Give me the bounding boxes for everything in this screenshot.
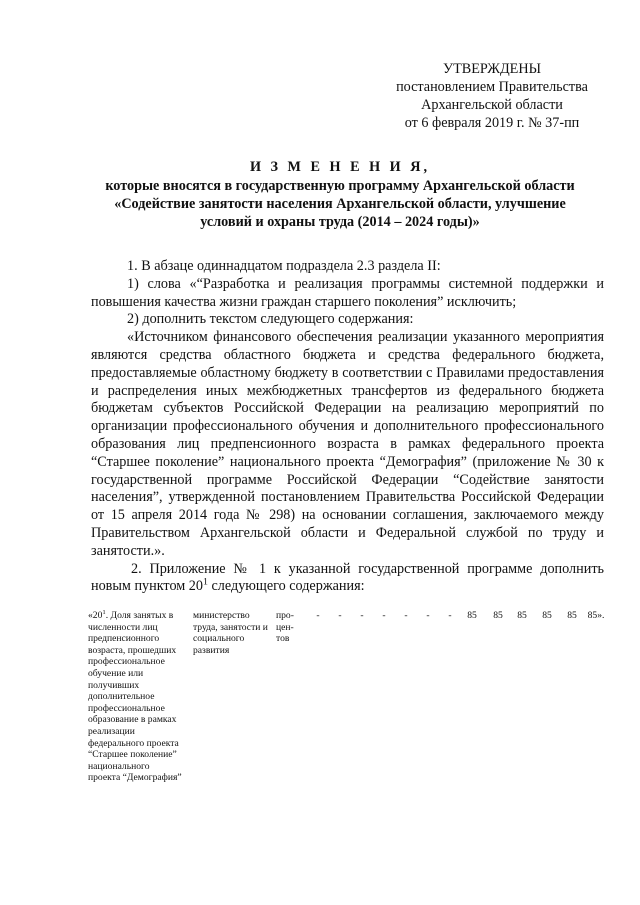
paragraph-5: [91, 561, 604, 597]
value-cell: 85».: [587, 610, 605, 621]
unit-cell: про-цен-тов: [276, 610, 294, 645]
indicator-text: . Доля занятых в численности лиц предпенсионного возраста, прошедших профессиональное обучение или получивших дополнительное профессиональное образование в рамках реализации федерального проекта “Старшее поколение” национального проекта “Демография”: [88, 610, 182, 784]
title-heading: И З М Е Н Е Н И Я,: [249, 159, 431, 175]
responsible-cell: министерство труда, занятости и социального развития: [193, 610, 268, 656]
value-cell: -: [404, 610, 408, 621]
paragraph-3: 2) дополнить текстом следующего содержания:: [127, 311, 414, 328]
approval-line-resolution: постановлением Правительства: [396, 79, 588, 95]
approval-block: [380, 60, 604, 132]
value-cell: 85: [517, 610, 527, 621]
row-number-superscript: 1: [102, 608, 106, 616]
approval-title: УТВЕРЖДЕНЫ: [443, 61, 541, 77]
value-cell: 85: [467, 610, 477, 621]
value-cell: 85: [567, 610, 577, 621]
value-cell: 85: [493, 610, 503, 621]
paragraph-5-tail: следующего содержания:: [207, 578, 365, 595]
document-body: [91, 258, 604, 596]
row-number: «20: [88, 610, 103, 621]
approval-line-date: от 6 февраля 2019 г. № 37-пп: [404, 115, 580, 131]
paragraph-4: «Источником финансового обеспечения реализации указанного мероприятия являются средства областного бюджета и средства федерального бюджета, предоставляемые областному бюджету в соответствии с Правилами предоставления и распределения иных межбюджетных трансфертов из федерального бюджета бюджетам субъектов Российской Федерации на реализацию мероприятий по организации профессионального обучения и дополнительного профессионального образования лиц предпенсионного возраста в рамках федерального проекта “Старшее поколение” национального проекта “Демография” (приложение № 30 к государственной программе Российской Федерации “Содействие занятости населения”, утвержденной постановлением Правительства Российской Федерации от 15 апреля 2014 года № 298) на основании соглашения, заключаемого между Правительством Архангельской области и Федеральной службой по труду и занятости.».: [91, 329, 604, 559]
paragraph-2: 1) слова «“Разработка и реализация программы системной поддержки и повышения качества жизни граждан старшего поколения” исключить;: [91, 275, 604, 310]
value-cell: 85: [542, 610, 552, 621]
value-cell: -: [382, 610, 386, 621]
title-line-1: которые вносятся в государственную программу Архангельской области: [105, 178, 575, 194]
indicator-cell: [88, 610, 184, 784]
paragraph-5-superscript: 1: [202, 576, 208, 588]
approval-line-region: Архангельской области: [421, 97, 563, 113]
title-line-3: условий и охраны труда (2014 – 2024 годы)»: [200, 214, 480, 230]
value-cell: -: [448, 610, 452, 621]
value-cell: -: [338, 610, 342, 621]
title-line-2: «Содействие занятости населения Архангельской области, улучшение: [114, 196, 566, 212]
paragraph-1: 1. В абзаце одиннадцатом подраздела 2.3 раздела II:: [127, 258, 441, 274]
paragraph-5-text: 2. Приложение № 1 к указанной государственной программе дополнить новым пунктом 20: [91, 560, 604, 595]
document-title: [60, 157, 620, 231]
value-cell: -: [316, 610, 320, 621]
value-cell: -: [426, 610, 430, 621]
value-cell: -: [360, 610, 364, 621]
